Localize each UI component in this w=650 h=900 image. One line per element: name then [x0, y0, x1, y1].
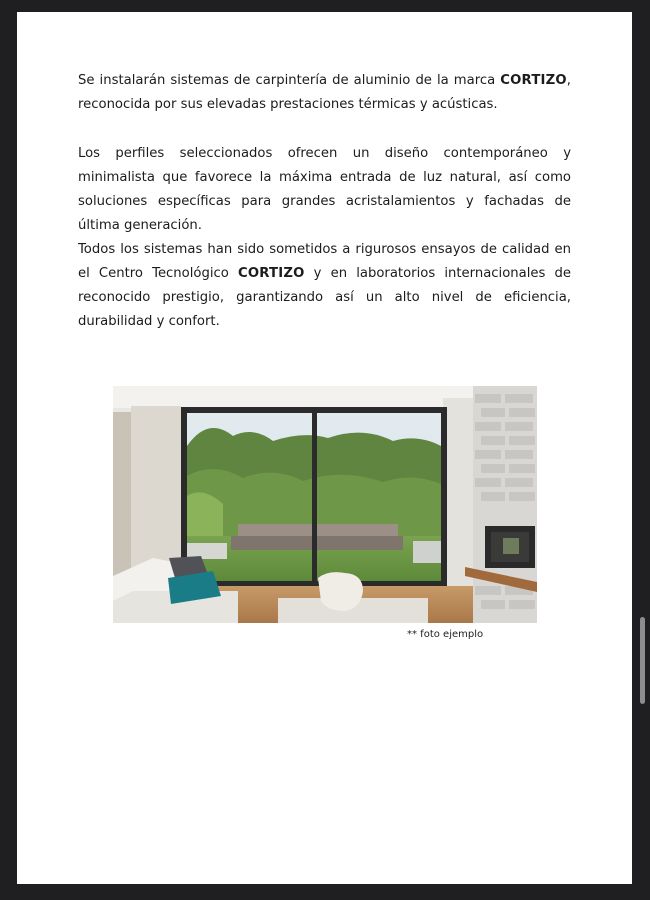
brand-name: CORTIZO [237, 266, 305, 281]
brand-name: CORTIZO [500, 73, 567, 88]
example-photo [113, 386, 537, 623]
photo-caption: ** foto ejemplo [407, 629, 484, 640]
paragraph-3-text-a: Todos los sistemas han sido sometidos a rigurosos ensayos de calidad en el Centro Tecnológico [78, 242, 571, 281]
paragraph-2 [78, 142, 571, 238]
paragraph-1 [78, 69, 571, 117]
paragraph-1-text-a: Se instalarán sistemas de carpintería de aluminio de la marca [78, 73, 501, 88]
scrollbar-track[interactable] [636, 0, 650, 900]
paragraph-3 [78, 238, 571, 334]
paragraph-3-text-b: y en laboratorios internacionales de reconocido prestigio, garantizando así un alto nivel de eficiencia, durabilidad y confort. [78, 266, 571, 329]
paragraph-2-text: Los perfiles seleccionados ofrecen un diseño contemporáneo y minimalista que favorece la máxima entrada de luz natural, así como soluciones específicas para grandes acristalamientos y fachadas de última generación. [78, 146, 571, 233]
scrollbar-thumb[interactable] [640, 617, 645, 704]
paragraph-1-text-b: , reconocida por sus elevadas prestaciones térmicas y acústicas. [78, 73, 571, 112]
document-page [17, 12, 632, 884]
